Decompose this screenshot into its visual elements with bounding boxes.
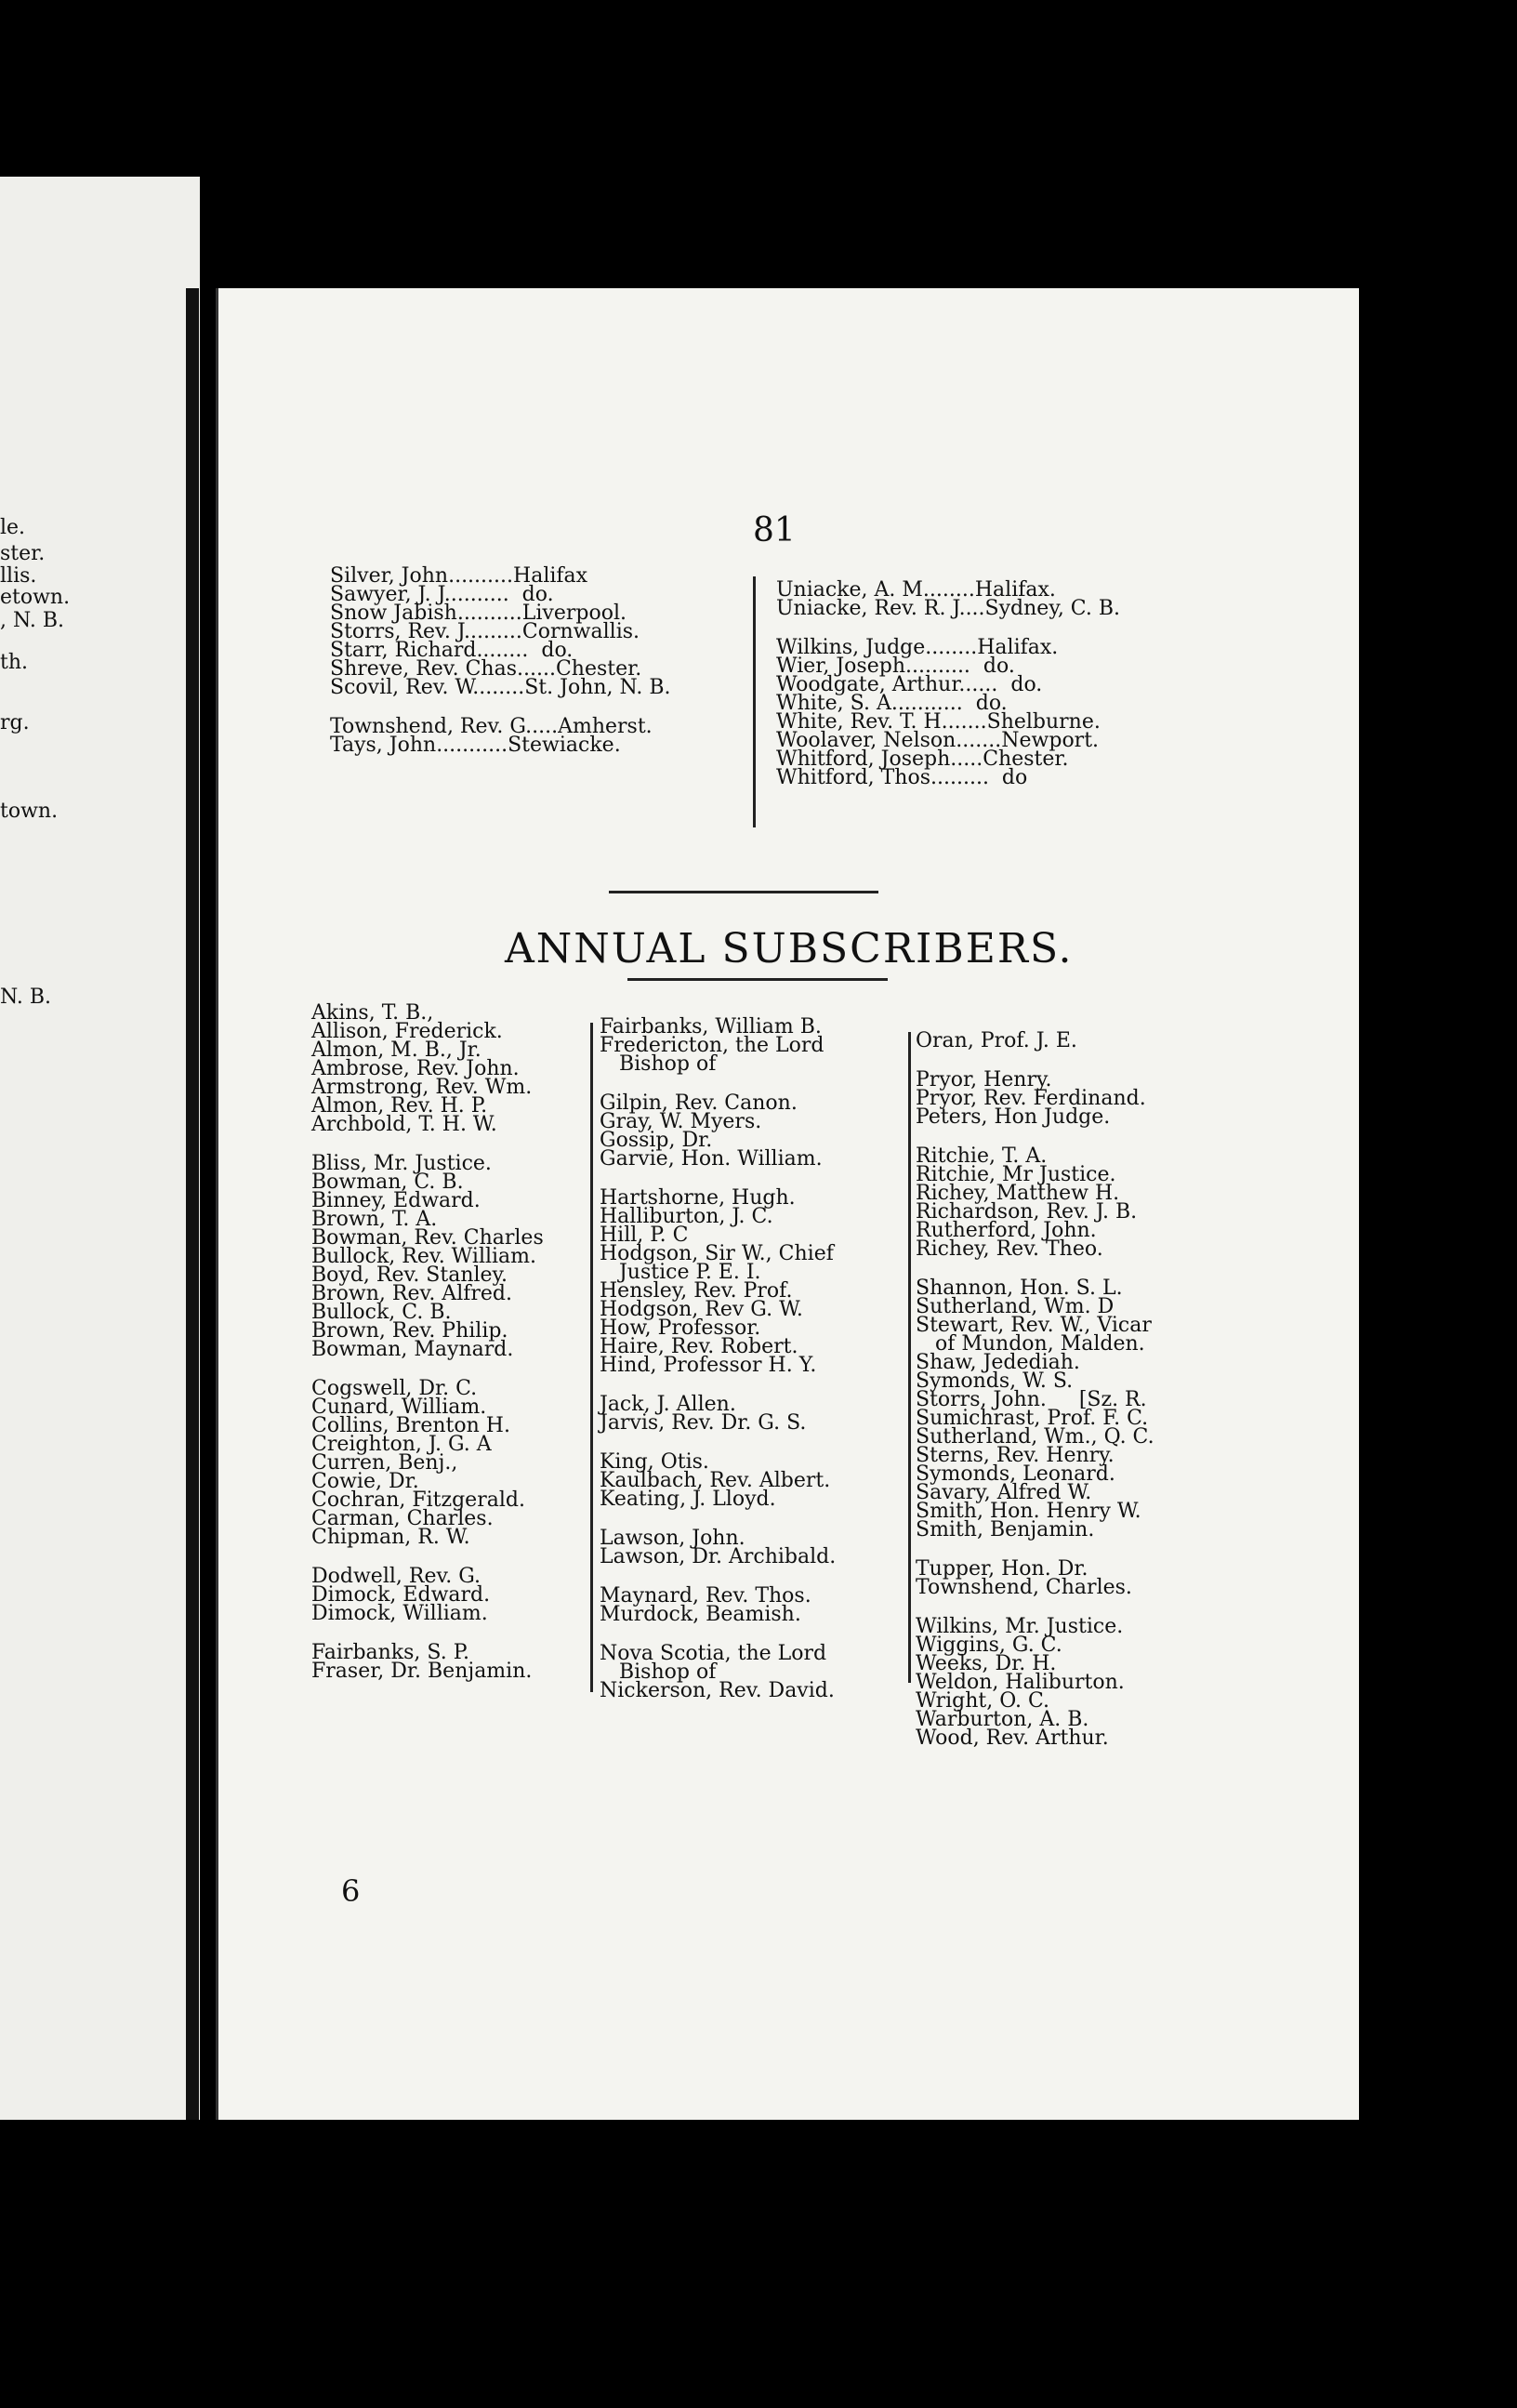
- donor-entry: White, Rev. T. H.......Shelburne.: [776, 710, 1101, 734]
- subscriber-entry: Keating, J. Lloyd.: [600, 1488, 776, 1511]
- subscriber-entry: Richey, Matthew H.: [916, 1182, 1120, 1205]
- facing-page-text: th.: [0, 651, 29, 674]
- facing-page-text: ster.: [0, 542, 46, 565]
- subscriber-entry: Dimock, William.: [311, 1602, 488, 1625]
- subscriber-entry: Lawson, Dr. Archibald.: [600, 1545, 837, 1568]
- subscriber-entry: Gray, W. Myers.: [600, 1110, 762, 1133]
- subscriber-entry: Wood, Rev. Arthur.: [916, 1727, 1109, 1750]
- subscriber-entry: Richey, Rev. Theo.: [916, 1237, 1103, 1261]
- subscriber-entry: Cunard, William.: [311, 1396, 487, 1419]
- subscriber-entry: Hartshorne, Hugh.: [600, 1186, 796, 1210]
- subscriber-entry: Stewart, Rev. W., Vicar: [916, 1314, 1152, 1337]
- subscriber-entry: Hodgson, Sir W., Chief: [600, 1242, 834, 1265]
- subscriber-entry: Akins, T. B.,: [311, 1001, 434, 1025]
- section-heading: ANNUAL SUBSCRIBERS.: [505, 925, 1074, 972]
- subscriber-entry: Gossip, Dr.: [600, 1129, 713, 1152]
- facing-page-text: town.: [0, 800, 59, 823]
- book-spine: [186, 288, 199, 2120]
- donor-entry: Wier, Joseph.......... do.: [776, 655, 1015, 678]
- subscriber-entry: Hensley, Rev. Prof.: [600, 1279, 793, 1303]
- subscriber-entry: Garvie, Hon. William.: [600, 1147, 823, 1171]
- top-column-rule: [753, 576, 756, 827]
- donor-entry: Tays, John...........Stewiacke.: [330, 734, 621, 757]
- facing-page-text: , N. B.: [0, 609, 64, 632]
- subscriber-entry: Cogswell, Dr. C.: [311, 1377, 478, 1400]
- column-rule-1: [590, 1023, 593, 1692]
- subscriber-entry: King, Otis.: [600, 1450, 709, 1474]
- subscriber-entry: Haire, Rev. Robert.: [600, 1335, 798, 1358]
- subscriber-entry: Brown, Rev. Philip.: [311, 1319, 508, 1343]
- subscriber-entry: Jarvis, Rev. Dr. G. S.: [600, 1411, 807, 1435]
- subscriber-entry: Creighton, J. G. A: [311, 1433, 492, 1456]
- donor-entry: Woolaver, Nelson.......Newport.: [776, 729, 1100, 752]
- subscriber-entry: Curren, Benj.,: [311, 1451, 458, 1475]
- subscriber-entry: Weldon, Haliburton.: [916, 1671, 1125, 1694]
- subscriber-entry: Smith, Benjamin.: [916, 1518, 1095, 1541]
- donor-entry: Sawyer, J. J.......... do.: [330, 583, 554, 606]
- subscriber-entry: Halliburton, J. C.: [600, 1205, 773, 1228]
- donor-entry: Woodgate, Arthur...... do.: [776, 673, 1043, 696]
- subscriber-entry: How, Professor.: [600, 1316, 761, 1340]
- subscriber-entry: Tupper, Hon. Dr.: [916, 1557, 1088, 1581]
- facing-page-fragment: [0, 177, 200, 2120]
- subscriber-entry: Wilkins, Mr. Justice.: [916, 1615, 1124, 1638]
- donor-entry: White, S. A........... do.: [776, 692, 1008, 715]
- subscriber-entry: Symonds, W. S.: [916, 1369, 1074, 1393]
- subscriber-entry: Fredericton, the Lord: [600, 1034, 824, 1057]
- subscriber-entry: Almon, M. B., Jr.: [311, 1039, 481, 1062]
- subscriber-entry: Dodwell, Rev. G.: [311, 1565, 481, 1588]
- donor-entry: Storrs, Rev. J.........Cornwallis.: [330, 620, 640, 643]
- subscriber-entry: Peters, Hon Judge.: [916, 1105, 1111, 1129]
- donor-entry: Starr, Richard........ do.: [330, 639, 574, 662]
- donor-entry: Shreve, Rev. Chas......Chester.: [330, 657, 642, 681]
- subscriber-entry: Storrs, John. [Sz. R.: [916, 1388, 1147, 1411]
- subscriber-entry: Sterns, Rev. Henry.: [916, 1444, 1115, 1467]
- subscriber-entry: Fraser, Dr. Benjamin.: [311, 1660, 533, 1683]
- subscriber-entry: of Mundon, Malden.: [916, 1332, 1145, 1356]
- subscriber-entry: Warburton, A. B.: [916, 1708, 1089, 1731]
- subscriber-entry: Pryor, Rev. Ferdinand.: [916, 1087, 1146, 1110]
- subscriber-entry: Boyd, Rev. Stanley.: [311, 1264, 508, 1287]
- subscriber-entry: Armstrong, Rev. Wm.: [311, 1076, 533, 1099]
- subscriber-entry: Ambrose, Rev. John.: [311, 1057, 520, 1080]
- subscriber-entry: Nova Scotia, the Lord: [600, 1642, 827, 1665]
- subscriber-entry: Rutherford, John.: [916, 1219, 1097, 1242]
- facing-page-text: llis.: [0, 564, 37, 588]
- donor-entry: Uniacke, A. M........Halifax.: [776, 578, 1056, 602]
- subscriber-entry: Allison, Frederick.: [311, 1020, 503, 1043]
- subscriber-entry: Ritchie, Mr Justice.: [916, 1163, 1116, 1186]
- subscriber-entry: Shannon, Hon. S. L.: [916, 1277, 1123, 1300]
- donor-entry: Snow Jabish..........Liverpool.: [330, 602, 627, 625]
- subscriber-entry: Maynard, Rev. Thos.: [600, 1584, 811, 1608]
- subscriber-entry: Richardson, Rev. J. B.: [916, 1200, 1138, 1224]
- subscriber-entry: Nickerson, Rev. David.: [600, 1679, 835, 1702]
- signature-mark: 6: [341, 1873, 361, 1909]
- subscriber-entry: Symonds, Leonard.: [916, 1462, 1115, 1486]
- subscriber-entry: Cowie, Dr.: [311, 1470, 419, 1493]
- subscriber-entry: Bowman, Maynard.: [311, 1338, 514, 1361]
- subscriber-entry: Bishop of: [600, 1660, 717, 1684]
- facing-page-text: rg.: [0, 711, 30, 734]
- subscriber-entry: Weeks, Dr. H.: [916, 1652, 1057, 1675]
- subscriber-entry: Kaulbach, Rev. Albert.: [600, 1469, 831, 1492]
- subscriber-entry: Brown, T. A.: [311, 1208, 438, 1231]
- subscriber-entry: Bullock, Rev. William.: [311, 1245, 537, 1268]
- subscriber-entry: Hodgson, Rev G. W.: [600, 1298, 803, 1321]
- subscriber-entry: Ritchie, T. A.: [916, 1144, 1048, 1168]
- subscribers-column-1: [311, 1001, 544, 1683]
- column-rule-2: [908, 1032, 911, 1683]
- subscriber-entry: Cochran, Fitzgerald.: [311, 1488, 525, 1512]
- subscriber-entry: Carman, Charles.: [311, 1507, 494, 1530]
- donor-entry: Townshend, Rev. G.....Amherst.: [330, 715, 653, 738]
- facing-page-text: le.: [0, 516, 26, 539]
- subscriber-entry: Pryor, Henry.: [916, 1068, 1052, 1092]
- subscriber-entry: Lawson, John.: [600, 1527, 745, 1550]
- donor-entry: Whitford, Thos......... do: [776, 766, 1028, 789]
- section-rule: [609, 891, 878, 893]
- facing-page-text: N. B.: [0, 986, 51, 1009]
- subscriber-entry: Wiggins, G. C.: [916, 1634, 1062, 1657]
- donor-entry: Silver, John..........Halifax: [330, 564, 588, 588]
- subscriber-entry: Fairbanks, S. P.: [311, 1641, 470, 1664]
- subscriber-entry: Oran, Prof. J. E.: [916, 1029, 1077, 1052]
- heading-underline: [627, 978, 888, 981]
- subscriber-entry: Gilpin, Rev. Canon.: [600, 1092, 798, 1115]
- shadow-blot: [0, 2129, 372, 2408]
- donor-entry: Scovil, Rev. W........St. John, N. B.: [330, 676, 671, 699]
- subscriber-entry: Almon, Rev. H. P.: [311, 1094, 488, 1118]
- subscriber-entry: Wright, O. C.: [916, 1689, 1050, 1713]
- subscriber-entry: Sutherland, Wm., Q. C.: [916, 1425, 1154, 1449]
- subscriber-entry: Binney, Edward.: [311, 1189, 481, 1212]
- subscriber-entry: Jack, J. Allen.: [600, 1393, 736, 1416]
- donor-entry: Whitford, Joseph.....Chester.: [776, 748, 1069, 771]
- subscribers-column-2: [600, 1015, 837, 1702]
- subscriber-entry: Bowman, Rev. Charles: [311, 1226, 544, 1250]
- subscriber-entry: Brown, Rev. Alfred.: [311, 1282, 512, 1305]
- subscriber-entry: Murdock, Beamish.: [600, 1603, 801, 1626]
- top-right-list: [776, 578, 1121, 789]
- subscriber-entry: Townshend, Charles.: [916, 1576, 1132, 1599]
- subscriber-entry: Bliss, Mr. Justice.: [311, 1152, 492, 1175]
- subscriber-entry: Fairbanks, William B.: [600, 1015, 822, 1039]
- subscriber-entry: Shaw, Jedediah.: [916, 1351, 1080, 1374]
- page-number: 81: [753, 511, 796, 549]
- subscribers-column-3: [916, 1029, 1154, 1750]
- subscriber-entry: Smith, Hon. Henry W.: [916, 1500, 1141, 1523]
- subscriber-entry: Archbold, T. H. W.: [311, 1113, 497, 1136]
- subscriber-entry: Sutherland, Wm. D: [916, 1295, 1115, 1318]
- top-left-list: [330, 564, 671, 757]
- subscriber-entry: Bishop of: [600, 1052, 717, 1076]
- facing-page-text: etown.: [0, 586, 71, 609]
- subscriber-entry: Hill, P. C: [600, 1224, 689, 1247]
- subscriber-entry: Sumichrast, Prof. F. C.: [916, 1407, 1149, 1430]
- subscriber-entry: Chipman, R. W.: [311, 1526, 470, 1549]
- subscriber-entry: Hind, Professor H. Y.: [600, 1354, 817, 1377]
- subscriber-entry: Bullock, C. B.: [311, 1301, 452, 1324]
- subscriber-entry: Justice P. E. I.: [600, 1261, 761, 1284]
- subscriber-entry: Collins, Brenton H.: [311, 1414, 510, 1437]
- subscriber-entry: Bowman, C. B.: [311, 1171, 464, 1194]
- subscriber-entry: Savary, Alfred W.: [916, 1481, 1092, 1504]
- donor-entry: Uniacke, Rev. R. J....Sydney, C. B.: [776, 597, 1121, 620]
- donor-entry: Wilkins, Judge........Halifax.: [776, 636, 1059, 659]
- subscriber-entry: Dimock, Edward.: [311, 1583, 491, 1607]
- book-page: [216, 288, 1359, 2120]
